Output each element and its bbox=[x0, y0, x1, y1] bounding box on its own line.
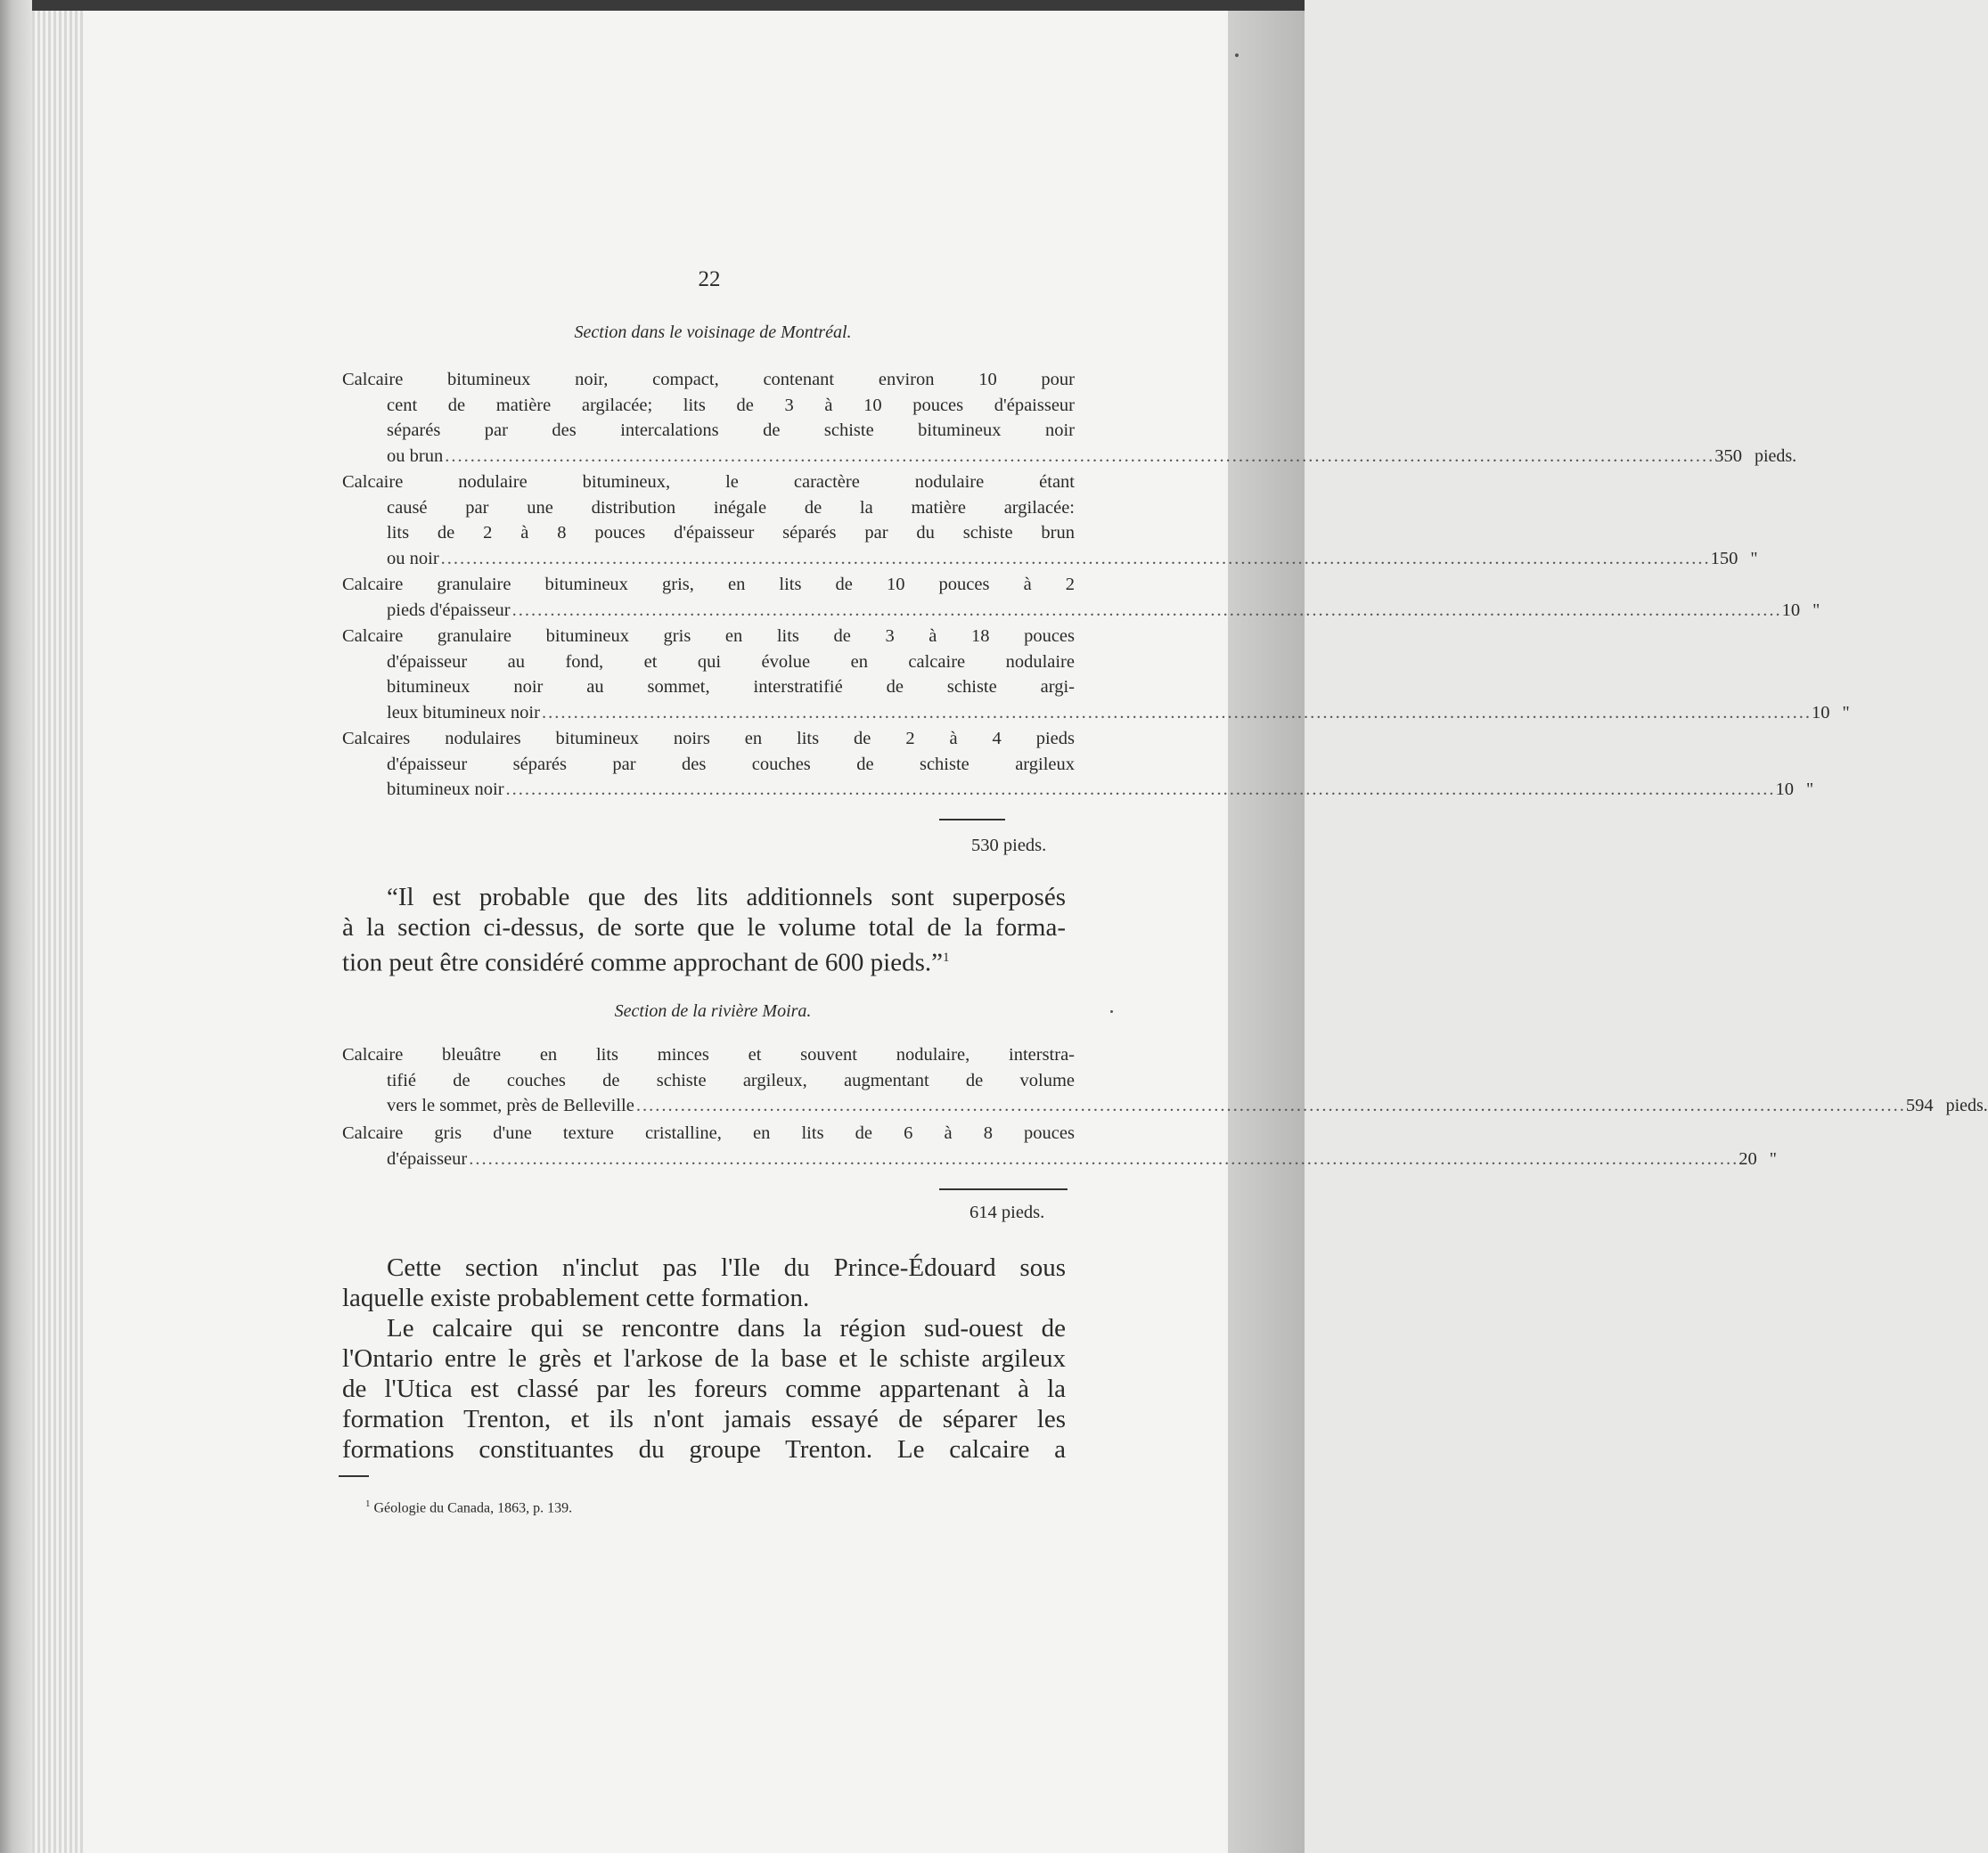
entry-line: d'épaisseur bbox=[387, 1148, 468, 1169]
thickness-unit: " bbox=[1750, 548, 1758, 568]
section-entry bbox=[342, 726, 1814, 803]
entry-line: pieds d'épaisseur bbox=[387, 600, 511, 620]
thickness-value: 150 bbox=[1710, 548, 1738, 568]
section-entry bbox=[342, 367, 1797, 469]
thickness-unit: " bbox=[1812, 600, 1820, 620]
footnote-marker: 1 bbox=[365, 1498, 371, 1509]
entry-line: d'épaisseur séparés par des couches de schiste argileux bbox=[387, 754, 1075, 774]
footnote bbox=[365, 1498, 572, 1516]
entry-line: Calcaire granulaire bitumineux gris, en lits de 10 pouces à 2 bbox=[342, 575, 1075, 594]
sum-rule bbox=[939, 1188, 1068, 1190]
entry-line: Calcaire bleuâtre en lits minces et souvent nodulaire, interstra- bbox=[342, 1045, 1075, 1065]
entry-line: bitumineux noir au sommet, interstratifié de schiste argi- bbox=[387, 677, 1075, 697]
right-margin-shadow bbox=[1228, 11, 1305, 1853]
entry-line: causé par une distribution inégale de la matière argilacée: bbox=[387, 497, 1075, 518]
entry-line: Calcaire nodulaire bitumineux, le caractère nodulaire étant bbox=[342, 472, 1075, 492]
total-value: 614 bbox=[969, 1203, 997, 1222]
entry-line: vers le sommet, près de Belleville bbox=[387, 1096, 634, 1115]
paragraph-line: Le calcaire qui se rencontre dans la région sud-ouest de bbox=[387, 1314, 1066, 1343]
entry-line: d'épaisseur au fond, et qui évolue en calcaire nodulaire bbox=[387, 651, 1075, 672]
book-spine-shadow bbox=[0, 0, 32, 1853]
section-entry bbox=[342, 1121, 1777, 1171]
entry-line: Calcaires nodulaires bitumineux noirs en lits de 2 à 4 pieds bbox=[342, 729, 1075, 748]
footnote-marker: 1 bbox=[943, 951, 950, 965]
entry-line: leux bitumineux noir bbox=[387, 702, 540, 722]
section-entry bbox=[342, 1042, 1988, 1119]
thickness-value: 350 bbox=[1714, 445, 1742, 466]
section-entry bbox=[342, 469, 1758, 571]
scan-speck bbox=[1110, 1010, 1113, 1013]
thickness-value: 20 bbox=[1738, 1148, 1757, 1169]
body-paragraph bbox=[342, 1253, 1066, 1313]
entry-line: ou noir bbox=[387, 548, 439, 568]
thickness-value: 10 bbox=[1775, 780, 1795, 799]
dot-leader: ........................................................................................................................................................................................................ bbox=[635, 1096, 1906, 1115]
quote-paragraph bbox=[342, 882, 1066, 977]
thickness-unit: " bbox=[1769, 1148, 1777, 1169]
dot-leader: ........................................................................................................................................................................................................ bbox=[469, 1148, 1739, 1169]
section-title-moira: Section de la rivière Moira. bbox=[614, 1001, 812, 1021]
entry-line: cent de matière argilacée; lits de 3 à 10 pouces d'épaisseur bbox=[387, 395, 1075, 415]
total-value: 530 bbox=[971, 836, 999, 855]
paragraph-line: formations constituantes du groupe Trenton. Le calcaire a bbox=[342, 1435, 1066, 1464]
entry-line: lits de 2 à 8 pouces d'épaisseur séparés par du schiste brun bbox=[387, 523, 1075, 543]
thickness-unit: " bbox=[1806, 780, 1814, 799]
paragraph-line: tion peut être considéré comme approchant de 600 pieds.”$^1$ bbox=[342, 948, 950, 977]
thickness-unit: pieds. bbox=[1945, 1096, 1988, 1115]
paragraph-line: “Il est probable que des lits additionnels sont superposés bbox=[387, 883, 1066, 911]
dot-leader: ........................................................................................................................................................................................................ bbox=[445, 445, 1715, 466]
section-title-montreal: Section dans le voisinage de Montréal. bbox=[574, 322, 852, 342]
paragraph-line: à la section ci-dessus, de sorte que le volume total de la forma- bbox=[342, 913, 1066, 942]
dot-leader: ........................................................................................................................................................................................................ bbox=[440, 548, 1711, 568]
paragraph-line: de l'Utica est classé par les foreurs comme appartenant à la bbox=[342, 1375, 1066, 1403]
paragraph-line: Cette section n'inclut pas l'Ile du Prince-Édouard sous bbox=[387, 1253, 1066, 1282]
dot-leader: ........................................................................................................................................................................................................ bbox=[505, 780, 1776, 799]
body-paragraph bbox=[342, 1313, 1066, 1465]
entry-line: bitumineux noir bbox=[387, 780, 504, 799]
thickness-value: 10 bbox=[1811, 702, 1830, 722]
page-number: 22 bbox=[698, 267, 721, 291]
entry-line: tifié de couches de schiste argileux, augmentant de volume bbox=[387, 1070, 1075, 1090]
footnote-text: Géologie du Canada, 1863, p. 139. bbox=[373, 1500, 573, 1516]
scan-speck bbox=[1235, 53, 1239, 57]
paragraph-line: l'Ontario entre le grès et l'arkose de la base et le schiste argileux bbox=[342, 1344, 1066, 1373]
entry-line: Calcaire granulaire bitumineux gris en lits de 3 à 18 pouces bbox=[342, 626, 1075, 646]
total-unit: pieds. bbox=[1001, 1203, 1045, 1222]
section-total bbox=[969, 1203, 1044, 1223]
thickness-unit: " bbox=[1842, 702, 1850, 722]
entry-line: Calcaire gris d'une texture cristalline, en lits de 6 à 8 pouces bbox=[342, 1123, 1075, 1143]
thickness-value: 10 bbox=[1781, 600, 1801, 620]
page-stack-edges bbox=[32, 11, 84, 1853]
thickness-value: 594 bbox=[1905, 1096, 1934, 1115]
dot-leader: ........................................................................................................................................................................................................ bbox=[541, 702, 1812, 722]
paragraph-line: laquelle existe probablement cette formation. bbox=[342, 1284, 810, 1312]
section-entry bbox=[342, 624, 1850, 725]
footnote-rule bbox=[339, 1475, 369, 1477]
scan-top-border bbox=[0, 0, 1305, 11]
section-total bbox=[971, 836, 1046, 856]
entry-line: Calcaire bitumineux noir, compact, contenant environ 10 pour bbox=[342, 370, 1075, 389]
dot-leader: ........................................................................................................................................................................................................ bbox=[511, 600, 1782, 620]
section-entry bbox=[342, 572, 1820, 623]
entry-line: séparés par des intercalations de schiste bitumineux noir bbox=[387, 420, 1075, 440]
paragraph-line: formation Trenton, et ils n'ont jamais essayé de séparer les bbox=[342, 1405, 1066, 1433]
sum-rule bbox=[939, 819, 1005, 820]
entry-line: ou brun bbox=[387, 445, 444, 466]
total-unit: pieds. bbox=[1002, 836, 1047, 855]
thickness-unit: pieds. bbox=[1754, 445, 1797, 466]
